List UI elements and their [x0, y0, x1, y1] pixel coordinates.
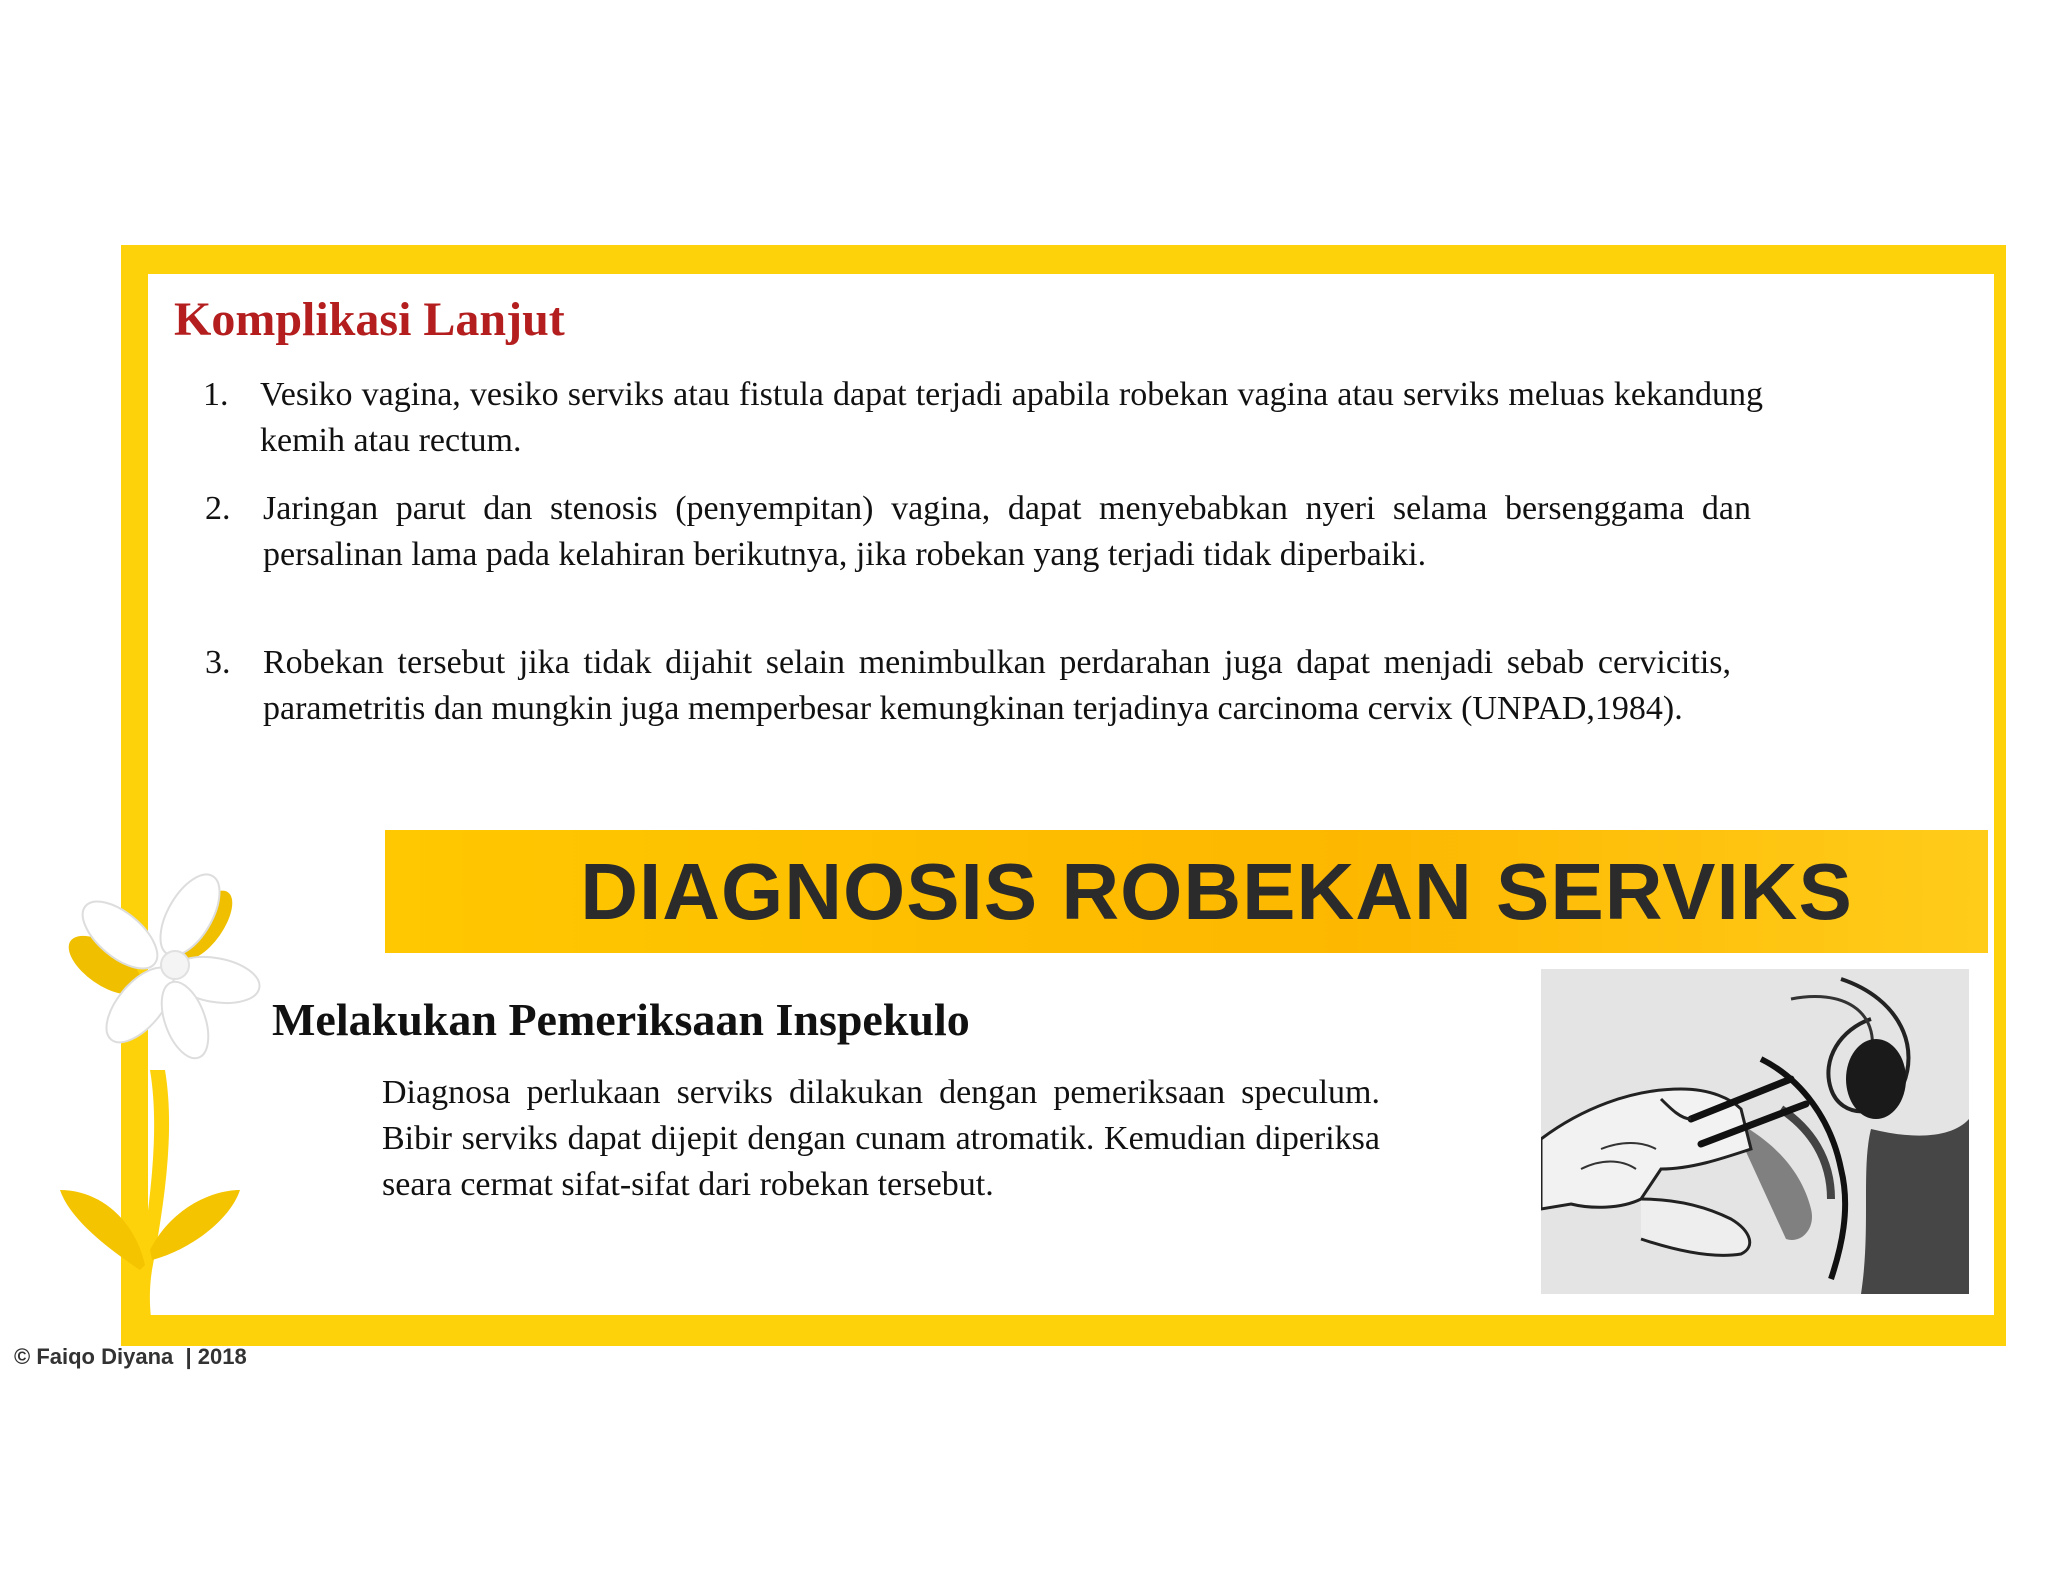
list-item-number: 2. — [205, 490, 231, 527]
list-item-text: Robekan tersebut jika tidak dijahit selain menimbulkan perdarahan juga dapat menjadi sebab cervicitis, parametritis dan mungkin juga memperbesar kemungkinan terjadinya carcinoma cervix (UNPAD,1984). — [263, 644, 1731, 727]
list-item — [203, 372, 1763, 467]
speculum-exam-illustration — [1541, 969, 1969, 1294]
list-item-text: Jaringan parut dan stenosis (penyempitan) vagina, dapat menyebabkan nyeri selama bersenggama dan persalinan lama pada kelahiran berikutnya, jika robekan yang terjadi tidak diperbaiki. — [263, 490, 1751, 573]
list-item-text: Vesiko vagina, vesiko serviks atau fistula dapat terjadi apabila robekan vagina atau serviks meluas kekandung kemih atau rectum. — [260, 376, 1763, 459]
komplikasi-title: Komplikasi Lanjut — [174, 293, 565, 346]
banner-title: DIAGNOSIS ROBEKAN SERVIKS — [580, 846, 1853, 936]
list-item-number: 3. — [205, 644, 231, 681]
flower-decoration — [40, 870, 270, 1340]
list-item-number: 1. — [203, 376, 229, 413]
list-item — [205, 486, 1751, 626]
inspekulo-title: Melakukan Pemeriksaan Inspekulo — [272, 994, 970, 1045]
copyright-footer: © Faiqo Diyana | 2018 — [14, 1344, 247, 1369]
list-item — [205, 640, 1731, 780]
inspekulo-paragraph: Diagnosa perlukaan serviks dilakukan dengan pemeriksaan speculum. Bibir serviks dapat dijepit dengan cunam atromatik. Kemudian diperiksa seara cermat sifat-sifat dari robekan tersebut. — [382, 1074, 1380, 1203]
